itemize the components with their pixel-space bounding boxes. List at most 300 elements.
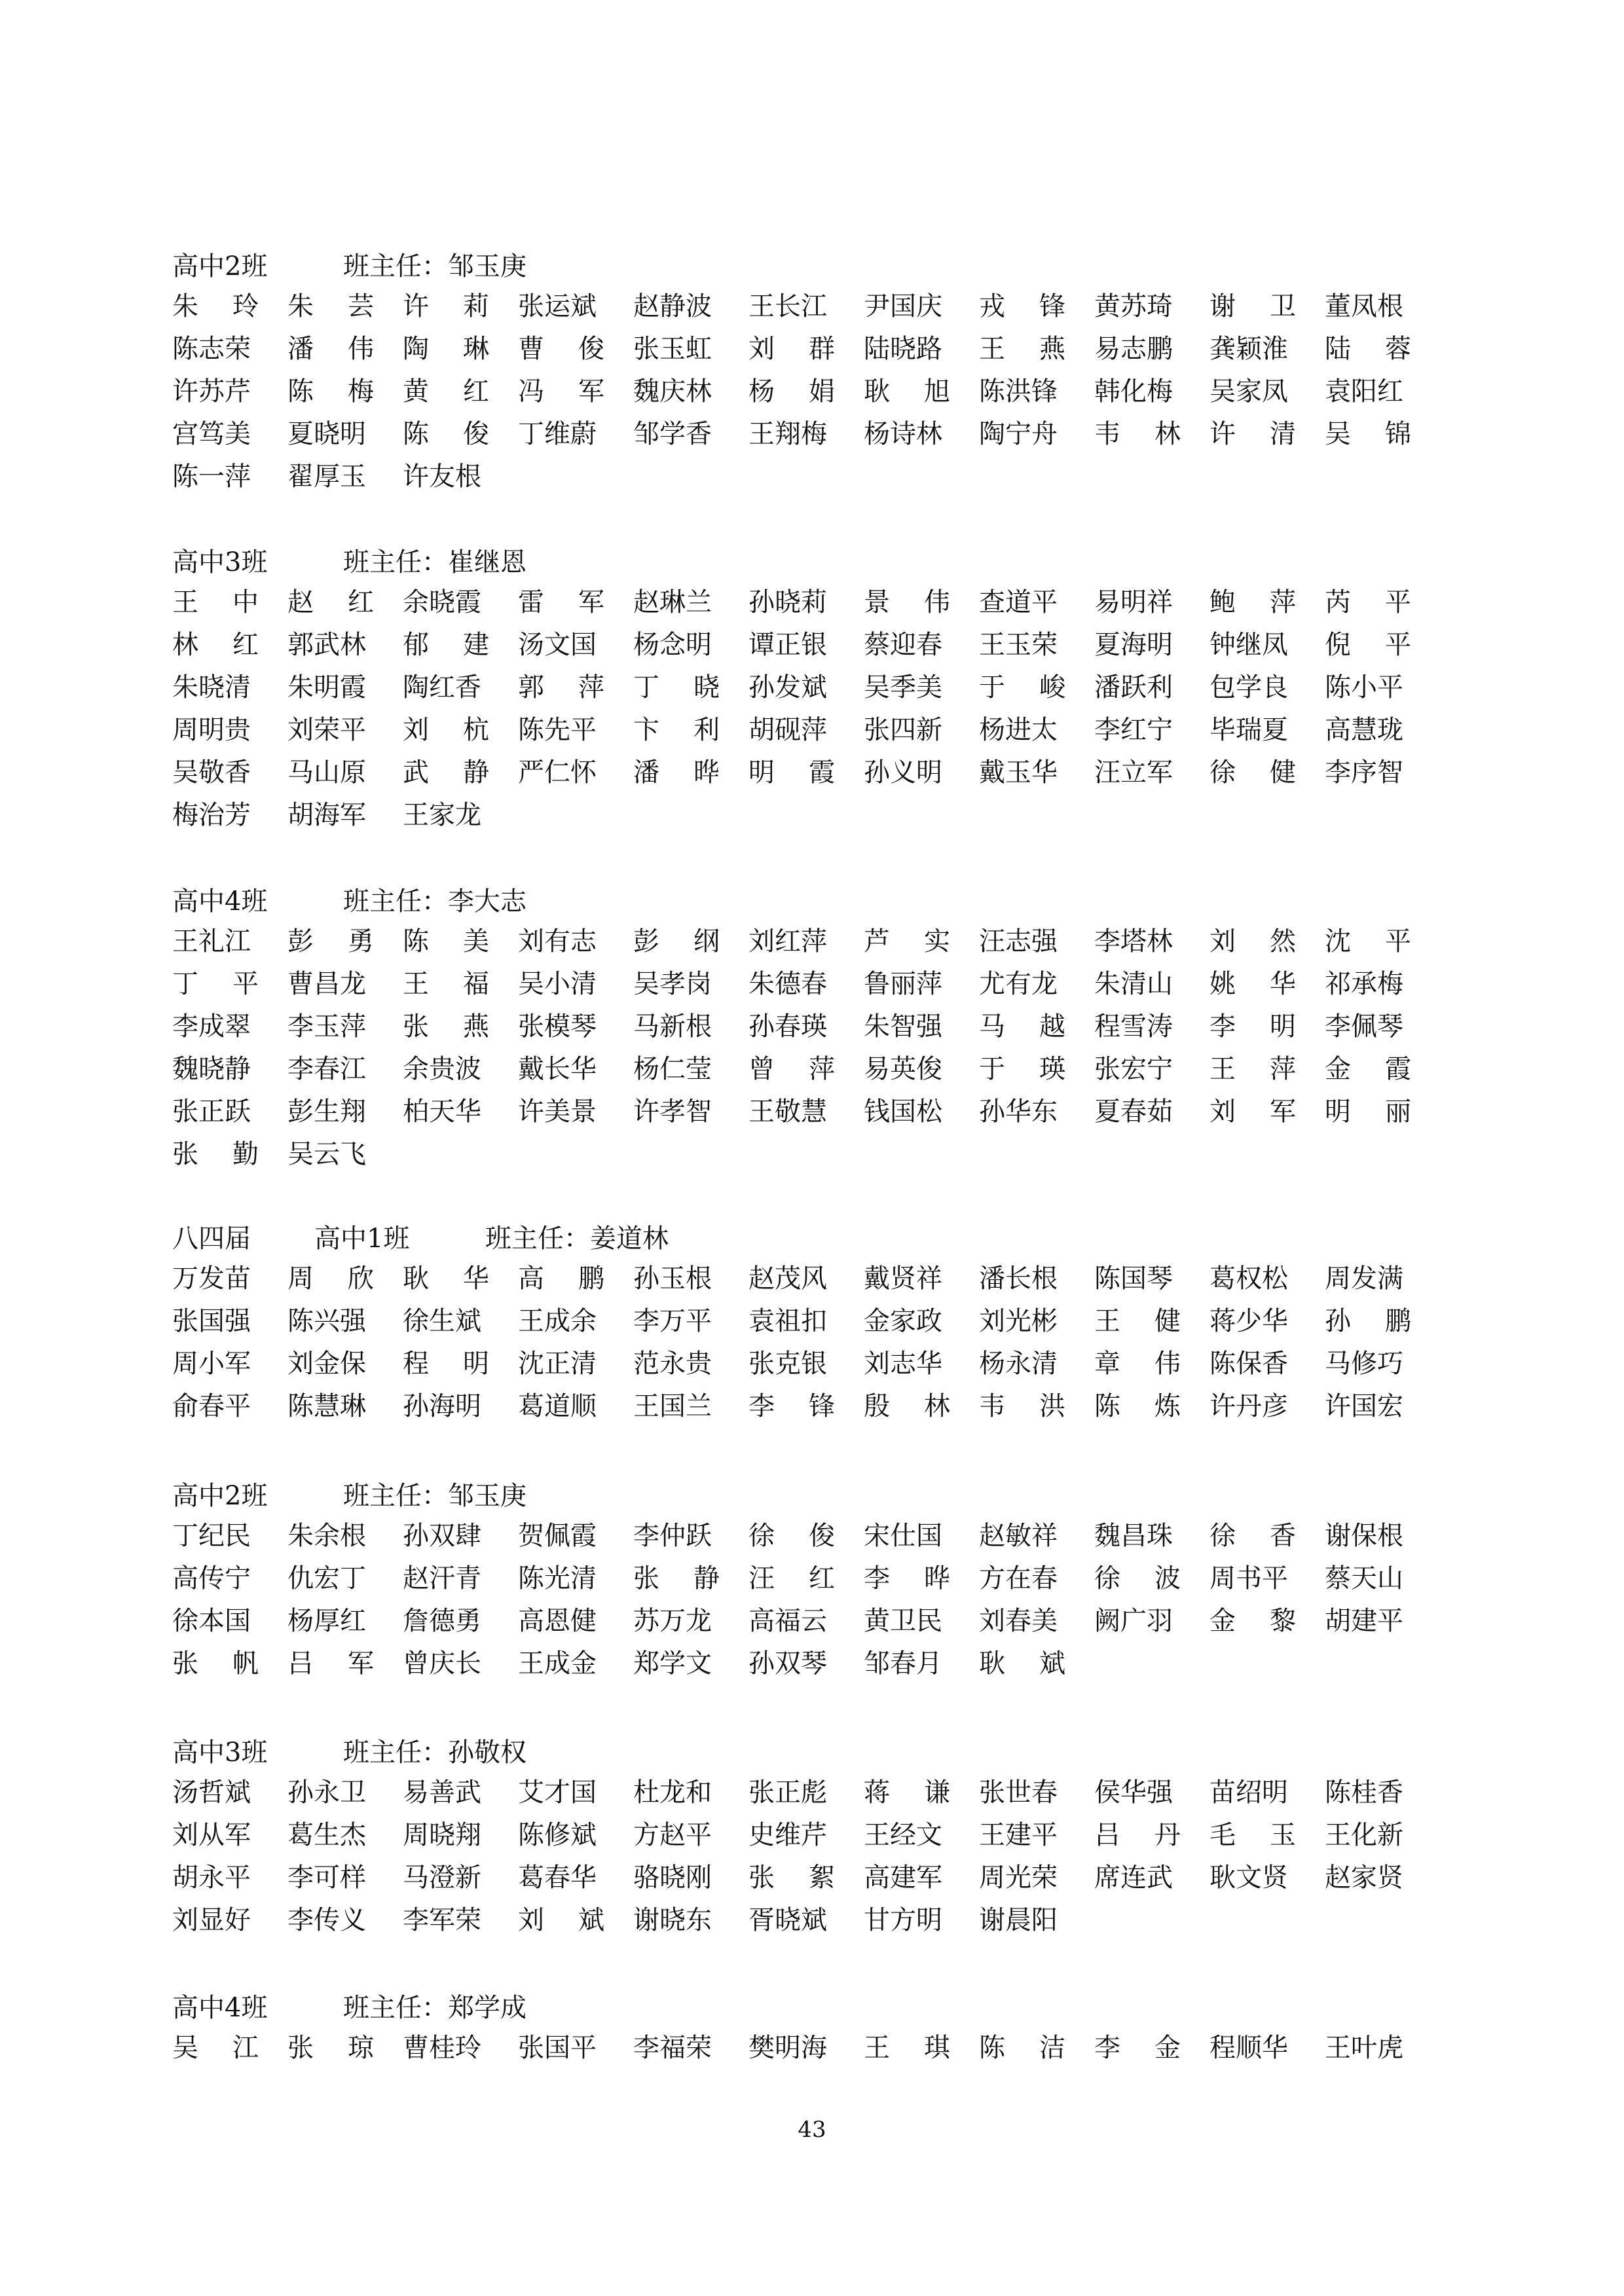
student-name: 夏晓明: [287, 419, 366, 449]
student-name: 王长江: [748, 291, 827, 321]
student-name: 翟厚玉: [287, 462, 366, 492]
student-name: 徐生斌: [403, 1306, 481, 1336]
student-name: 杨 娟: [748, 376, 835, 407]
student-name: 刘 军: [1209, 1097, 1296, 1127]
student-name: 耿 旭: [864, 376, 950, 407]
student-name: 倪 平: [1325, 630, 1411, 660]
student-name: 余贵波: [403, 1054, 481, 1084]
student-name: 李万平: [633, 1306, 712, 1336]
student-name: 方在春: [979, 1563, 1058, 1594]
student-name: 张宏宁: [1094, 1054, 1173, 1084]
student-name: 孙义明: [864, 757, 942, 788]
student-name: 韦 洪: [979, 1391, 1065, 1421]
student-name: 刘 斌: [518, 1905, 604, 1935]
student-name: 胡建平: [1325, 1606, 1403, 1636]
student-name: 钱国松: [864, 1097, 942, 1127]
student-name: 沈 平: [1325, 926, 1411, 957]
student-name: 许友根: [403, 462, 481, 492]
student-name: 谢 卫: [1209, 291, 1296, 321]
student-name: 王 琪: [864, 2033, 950, 2063]
name-row: [172, 751, 1482, 794]
student-name: 陈保香: [1209, 1349, 1288, 1379]
student-name: 徐本国: [172, 1606, 251, 1636]
student-name: 周发满: [1325, 1264, 1403, 1294]
class-header-part: 高中2班: [172, 251, 268, 282]
student-name: 刘红萍: [748, 926, 827, 957]
student-name: 王 萍: [1209, 1054, 1296, 1084]
student-name: 曾 萍: [748, 1054, 835, 1084]
student-name: 周 欣: [287, 1264, 374, 1294]
student-name: 丁 平: [172, 969, 259, 999]
student-name: 杨仁莹: [633, 1054, 712, 1084]
name-row: [172, 1048, 1482, 1091]
student-name: 张运斌: [518, 291, 597, 321]
student-name: 宋仕国: [864, 1521, 942, 1551]
student-name: 陈一萍: [172, 462, 251, 492]
student-name: 汪志强: [979, 926, 1058, 957]
student-name: 孙双琴: [748, 1649, 827, 1679]
student-name: 王 健: [1094, 1306, 1181, 1336]
student-name: 张克银: [748, 1349, 827, 1379]
student-name: 周明贵: [172, 715, 251, 745]
student-name: 景 伟: [864, 587, 950, 617]
student-name: 李传义: [287, 1905, 366, 1935]
student-name: 王玉荣: [979, 630, 1058, 660]
student-name: 于 峻: [979, 672, 1065, 702]
student-name: 彭 勇: [287, 926, 374, 957]
student-name: 尤有龙: [979, 969, 1058, 999]
student-name: 殷 林: [864, 1391, 950, 1421]
student-name: 戴贤祥: [864, 1264, 942, 1294]
student-name: 王建平: [979, 1820, 1058, 1850]
student-name: 谢晓东: [633, 1905, 712, 1935]
student-name: 毕瑞夏: [1209, 715, 1288, 745]
student-name: 彭 纲: [633, 926, 720, 957]
student-name: 马修巧: [1325, 1349, 1403, 1379]
student-name: 吴孝岗: [633, 969, 712, 999]
name-row: [172, 327, 1482, 371]
student-name: 葛春华: [518, 1863, 597, 1893]
class-header-part: 班主任：孙敬权: [343, 1738, 526, 1768]
student-name: 谢晨阳: [979, 1905, 1058, 1935]
student-name: 李玉萍: [287, 1011, 366, 1042]
student-name: 范永贵: [633, 1349, 712, 1379]
student-name: 朱 芸: [287, 291, 374, 321]
student-name: 钟继凤: [1209, 630, 1288, 660]
student-name: 陈桂香: [1325, 1777, 1403, 1808]
student-name: 芮 平: [1325, 587, 1411, 617]
student-name: 许苏芹: [172, 376, 251, 407]
student-name: 杜龙和: [633, 1777, 712, 1808]
student-name: 李 金: [1094, 2033, 1181, 2063]
student-name: 朱清山: [1094, 969, 1173, 999]
student-name: 潘跃利: [1094, 672, 1173, 702]
class-header-part: 高中3班: [172, 547, 268, 577]
student-name: 易英俊: [864, 1054, 942, 1084]
student-name: 苗绍明: [1209, 1777, 1288, 1808]
student-name: 耿 斌: [979, 1649, 1065, 1679]
student-name: 王成金: [518, 1649, 597, 1679]
student-name: 张正跃: [172, 1097, 251, 1127]
student-name: 杨永清: [979, 1349, 1058, 1379]
student-name: 金 黎: [1209, 1606, 1296, 1636]
student-name: 魏庆林: [633, 376, 712, 407]
student-name: 徐 健: [1209, 757, 1296, 788]
student-name: 张 琼: [287, 2033, 374, 2063]
student-name: 查道平: [979, 587, 1058, 617]
name-row: [172, 1557, 1482, 1600]
student-name: 赵敏祥: [979, 1521, 1058, 1551]
class-header-part: 八四届: [172, 1224, 251, 1254]
student-name: 杨厚红: [287, 1606, 366, 1636]
page-number: 43: [798, 2117, 826, 2143]
student-name: 陶 琳: [403, 334, 489, 364]
student-name: 陈 洁: [979, 2033, 1065, 2063]
student-name: 章 伟: [1094, 1349, 1181, 1379]
student-name: 杨念明: [633, 630, 712, 660]
student-name: 张国平: [518, 2033, 597, 2063]
student-name: 朱明霞: [287, 672, 366, 702]
name-row: [172, 2026, 1482, 2069]
student-name: 高慧珑: [1325, 715, 1403, 745]
student-name: 鲁丽萍: [864, 969, 942, 999]
student-name: 席连武: [1094, 1863, 1173, 1893]
student-name: 陈洪锋: [979, 376, 1058, 407]
student-name: 王 燕: [979, 334, 1065, 364]
student-name: 周晓翔: [403, 1820, 481, 1850]
student-name: 沈正清: [518, 1349, 597, 1379]
student-name: 陶红香: [403, 672, 481, 702]
student-name: 程雪涛: [1094, 1011, 1173, 1042]
student-name: 蒋少华: [1209, 1306, 1288, 1336]
student-name: 王国兰: [633, 1391, 712, 1421]
student-name: 周书平: [1209, 1563, 1288, 1594]
student-name: 丁纪民: [172, 1521, 251, 1551]
class-header-part: 班主任：邹玉庚: [343, 1481, 526, 1511]
student-name: 王成余: [518, 1306, 597, 1336]
student-name: 郑学文: [633, 1649, 712, 1679]
student-name: 戎 锋: [979, 291, 1065, 321]
student-name: 蔡迎春: [864, 630, 942, 660]
student-name: 刘荣平: [287, 715, 366, 745]
student-name: 余晓霞: [403, 587, 481, 617]
student-name: 张 静: [633, 1563, 720, 1594]
student-name: 胡永平: [172, 1863, 251, 1893]
student-name: 赵琳兰: [633, 587, 712, 617]
student-name: 马 越: [979, 1011, 1065, 1042]
student-name: 吕 丹: [1094, 1820, 1181, 1850]
student-name: 周小军: [172, 1349, 251, 1379]
student-name: 刘有志: [518, 926, 597, 957]
student-name: 李军荣: [403, 1905, 481, 1935]
student-name: 张模琴: [518, 1011, 597, 1042]
student-name: 马山原: [287, 757, 366, 788]
student-name: 吴敬香: [172, 757, 251, 788]
student-name: 陈慧琳: [287, 1391, 366, 1421]
student-name: 赵家贤: [1325, 1863, 1403, 1893]
name-row: [172, 1771, 1482, 1814]
name-row: [172, 370, 1482, 413]
student-name: 朱德春: [748, 969, 827, 999]
class-header-part: 高中1班: [314, 1224, 410, 1254]
name-row: [172, 1385, 1482, 1428]
student-name: 朱晓清: [172, 672, 251, 702]
student-name: 刘春美: [979, 1606, 1058, 1636]
student-name: 刘金保: [287, 1349, 366, 1379]
student-name: 苏万龙: [633, 1606, 712, 1636]
student-name: 黄 红: [403, 376, 489, 407]
name-row: [172, 1342, 1482, 1385]
student-name: 王经文: [864, 1820, 942, 1850]
student-name: 许美景: [518, 1097, 597, 1127]
student-name: 樊明海: [748, 2033, 827, 2063]
name-row: [172, 455, 1482, 498]
student-name: 姚 华: [1209, 969, 1296, 999]
student-name: 许孝智: [633, 1097, 712, 1127]
student-name: 胡海军: [287, 800, 366, 830]
name-row: [172, 1899, 1482, 1942]
student-name: 陈修斌: [518, 1820, 597, 1850]
student-name: 高传宁: [172, 1563, 251, 1594]
student-name: 李仲跃: [633, 1521, 712, 1551]
student-name: 王 中: [172, 587, 259, 617]
name-row: [172, 1257, 1482, 1300]
name-row: [172, 1005, 1482, 1048]
student-name: 张 燕: [403, 1011, 489, 1042]
student-name: 赵静波: [633, 291, 712, 321]
student-name: 王敬慧: [748, 1097, 827, 1127]
student-name: 丁维蔚: [518, 419, 597, 449]
student-name: 宫笃美: [172, 419, 251, 449]
student-name: 李 明: [1209, 1011, 1296, 1042]
student-name: 李 锋: [748, 1391, 835, 1421]
student-name: 孙玉根: [633, 1264, 712, 1294]
class-header-part: 高中3班: [172, 1738, 268, 1768]
name-row: [172, 708, 1482, 752]
student-name: 陈 梅: [287, 376, 374, 407]
student-name: 李春江: [287, 1054, 366, 1084]
name-row: [172, 1642, 1482, 1685]
student-name: 马新根: [633, 1011, 712, 1042]
student-name: 孙春瑛: [748, 1011, 827, 1042]
student-name: 潘长根: [979, 1264, 1058, 1294]
student-name: 刘 杭: [403, 715, 489, 745]
student-name: 祁承梅: [1325, 969, 1403, 999]
student-name: 明 霞: [748, 757, 835, 788]
student-name: 吕 军: [287, 1649, 374, 1679]
student-name: 李福荣: [633, 2033, 712, 2063]
student-name: 徐 香: [1209, 1521, 1296, 1551]
student-name: 刘志华: [864, 1349, 942, 1379]
student-name: 陈兴强: [287, 1306, 366, 1336]
student-name: 孙海明: [403, 1391, 481, 1421]
student-name: 方赵平: [633, 1820, 712, 1850]
student-name: 陆 蓉: [1325, 334, 1411, 364]
student-name: 胥晓斌: [748, 1905, 827, 1935]
student-name: 张 絮: [748, 1863, 835, 1893]
student-name: 韩化梅: [1094, 376, 1173, 407]
student-name: 夏海明: [1094, 630, 1173, 660]
student-name: 张国强: [172, 1306, 251, 1336]
student-name: 杨诗林: [864, 419, 942, 449]
student-name: 郁 建: [403, 630, 489, 660]
student-name: 金 霞: [1325, 1054, 1411, 1084]
student-name: 徐 俊: [748, 1521, 835, 1551]
student-name: 李佩琴: [1325, 1011, 1403, 1042]
student-name: 彭生翔: [287, 1097, 366, 1127]
student-name: 葛道顺: [518, 1391, 597, 1421]
student-name: 黄卫民: [864, 1606, 942, 1636]
student-name: 卞 利: [633, 715, 720, 745]
student-name: 汤文国: [518, 630, 597, 660]
student-name: 谭正银: [748, 630, 827, 660]
student-name: 陈志荣: [172, 334, 251, 364]
student-name: 梅治芳: [172, 800, 251, 830]
student-name: 王礼江: [172, 926, 251, 957]
student-name: 孙双肆: [403, 1521, 481, 1551]
name-row: [172, 1599, 1482, 1643]
name-row: [172, 793, 1482, 837]
student-name: 陈国琴: [1094, 1264, 1173, 1294]
name-row: [172, 1856, 1482, 1899]
student-name: 李塔林: [1094, 926, 1173, 957]
student-name: 邹春月: [864, 1649, 942, 1679]
student-name: 吴 江: [172, 2033, 259, 2063]
student-name: 易善武: [403, 1777, 481, 1808]
student-name: 尹国庆: [864, 291, 942, 321]
student-name: 许 莉: [403, 291, 489, 321]
student-name: 李序智: [1325, 757, 1403, 788]
class-header-part: 高中4班: [172, 886, 268, 917]
student-name: 包学良: [1209, 672, 1288, 702]
student-name: 耿 华: [403, 1264, 489, 1294]
student-name: 张玉虹: [633, 334, 712, 364]
name-row: [172, 1813, 1482, 1857]
student-name: 鲍 萍: [1209, 587, 1296, 617]
name-row: [172, 285, 1482, 328]
student-name: 李 晔: [864, 1563, 950, 1594]
student-name: 陈光清: [518, 1563, 597, 1594]
student-name: 陶宁舟: [979, 419, 1058, 449]
student-name: 黄苏琦: [1094, 291, 1173, 321]
student-name: 汤哲斌: [172, 1777, 251, 1808]
student-name: 于 瑛: [979, 1054, 1065, 1084]
class-header-part: 班主任：郑学成: [343, 1993, 526, 2023]
name-row: [172, 1300, 1482, 1343]
name-row: [172, 623, 1482, 666]
student-name: 金家政: [864, 1306, 942, 1336]
student-name: 吴季美: [864, 672, 942, 702]
student-name: 陈小平: [1325, 672, 1403, 702]
name-row: [172, 1133, 1482, 1176]
student-name: 潘 晔: [633, 757, 720, 788]
name-row: [172, 581, 1482, 624]
student-name: 马澄新: [403, 1863, 481, 1893]
student-name: 龚颖淮: [1209, 334, 1288, 364]
student-name: 刘 群: [748, 334, 835, 364]
student-name: 葛生杰: [287, 1820, 366, 1850]
student-name: 王叶虎: [1325, 2033, 1403, 2063]
class-header-part: 高中4班: [172, 1993, 268, 2023]
student-name: 陈 俊: [403, 419, 489, 449]
student-name: 俞春平: [172, 1391, 251, 1421]
student-name: 曹昌龙: [287, 969, 366, 999]
student-name: 高建军: [864, 1863, 942, 1893]
student-name: 甘方明: [864, 1905, 942, 1935]
student-name: 王 福: [403, 969, 489, 999]
name-row: [172, 962, 1482, 1006]
student-name: 吴小清: [518, 969, 597, 999]
student-name: 邹学香: [633, 419, 712, 449]
student-name: 刘显好: [172, 1905, 251, 1935]
student-name: 贺佩霞: [518, 1521, 597, 1551]
student-name: 朱智强: [864, 1011, 942, 1042]
student-name: 胡砚萍: [748, 715, 827, 745]
student-name: 万发苗: [172, 1264, 251, 1294]
student-name: 许国宏: [1325, 1391, 1403, 1421]
student-name: 曾庆长: [403, 1649, 481, 1679]
name-row: [172, 1514, 1482, 1558]
student-name: 蔡天山: [1325, 1563, 1403, 1594]
student-name: 郭 萍: [518, 672, 604, 702]
student-name: 李可样: [287, 1863, 366, 1893]
student-name: 赵茂风: [748, 1264, 827, 1294]
student-name: 戴长华: [518, 1054, 597, 1084]
student-name: 朱 玲: [172, 291, 259, 321]
student-name: 芦 实: [864, 926, 950, 957]
student-name: 赵汗青: [403, 1563, 481, 1594]
student-name: 王化新: [1325, 1820, 1403, 1850]
student-name: 詹德勇: [403, 1606, 481, 1636]
student-name: 吴家凤: [1209, 376, 1288, 407]
student-name: 徐 波: [1094, 1563, 1181, 1594]
student-name: 吴 锦: [1325, 419, 1411, 449]
student-name: 明 丽: [1325, 1097, 1411, 1127]
student-name: 张世春: [979, 1777, 1058, 1808]
student-name: 周光荣: [979, 1863, 1058, 1893]
student-name: 杨进太: [979, 715, 1058, 745]
name-row: [172, 666, 1482, 709]
student-name: 刘 然: [1209, 926, 1296, 957]
student-name: 葛权松: [1209, 1264, 1288, 1294]
student-name: 孙发斌: [748, 672, 827, 702]
student-name: 陆晓路: [864, 334, 942, 364]
student-name: 武 静: [403, 757, 489, 788]
student-name: 孙 鹏: [1325, 1306, 1411, 1336]
student-name: 戴玉华: [979, 757, 1058, 788]
student-name: 陈 美: [403, 926, 489, 957]
student-name: 谢保根: [1325, 1521, 1403, 1551]
student-name: 刘从军: [172, 1820, 251, 1850]
student-name: 陈 炼: [1094, 1391, 1181, 1421]
student-name: 汪 红: [748, 1563, 835, 1594]
student-name: 汪立军: [1094, 757, 1173, 788]
student-name: 赵 红: [287, 587, 374, 617]
student-name: 潘 伟: [287, 334, 374, 364]
student-name: 魏晓静: [172, 1054, 251, 1084]
student-name: 王翔梅: [748, 419, 827, 449]
name-row: [172, 920, 1482, 963]
student-name: 张 勤: [172, 1139, 259, 1169]
student-name: 袁祖扣: [748, 1306, 827, 1336]
student-name: 许丹彦: [1209, 1391, 1288, 1421]
student-name: 许 清: [1209, 419, 1296, 449]
student-name: 蒋 谦: [864, 1777, 950, 1808]
class-header-part: 班主任：李大志: [343, 886, 526, 917]
student-name: 曹桂玲: [403, 2033, 481, 2063]
student-name: 易明祥: [1094, 587, 1173, 617]
name-row: [172, 412, 1482, 456]
